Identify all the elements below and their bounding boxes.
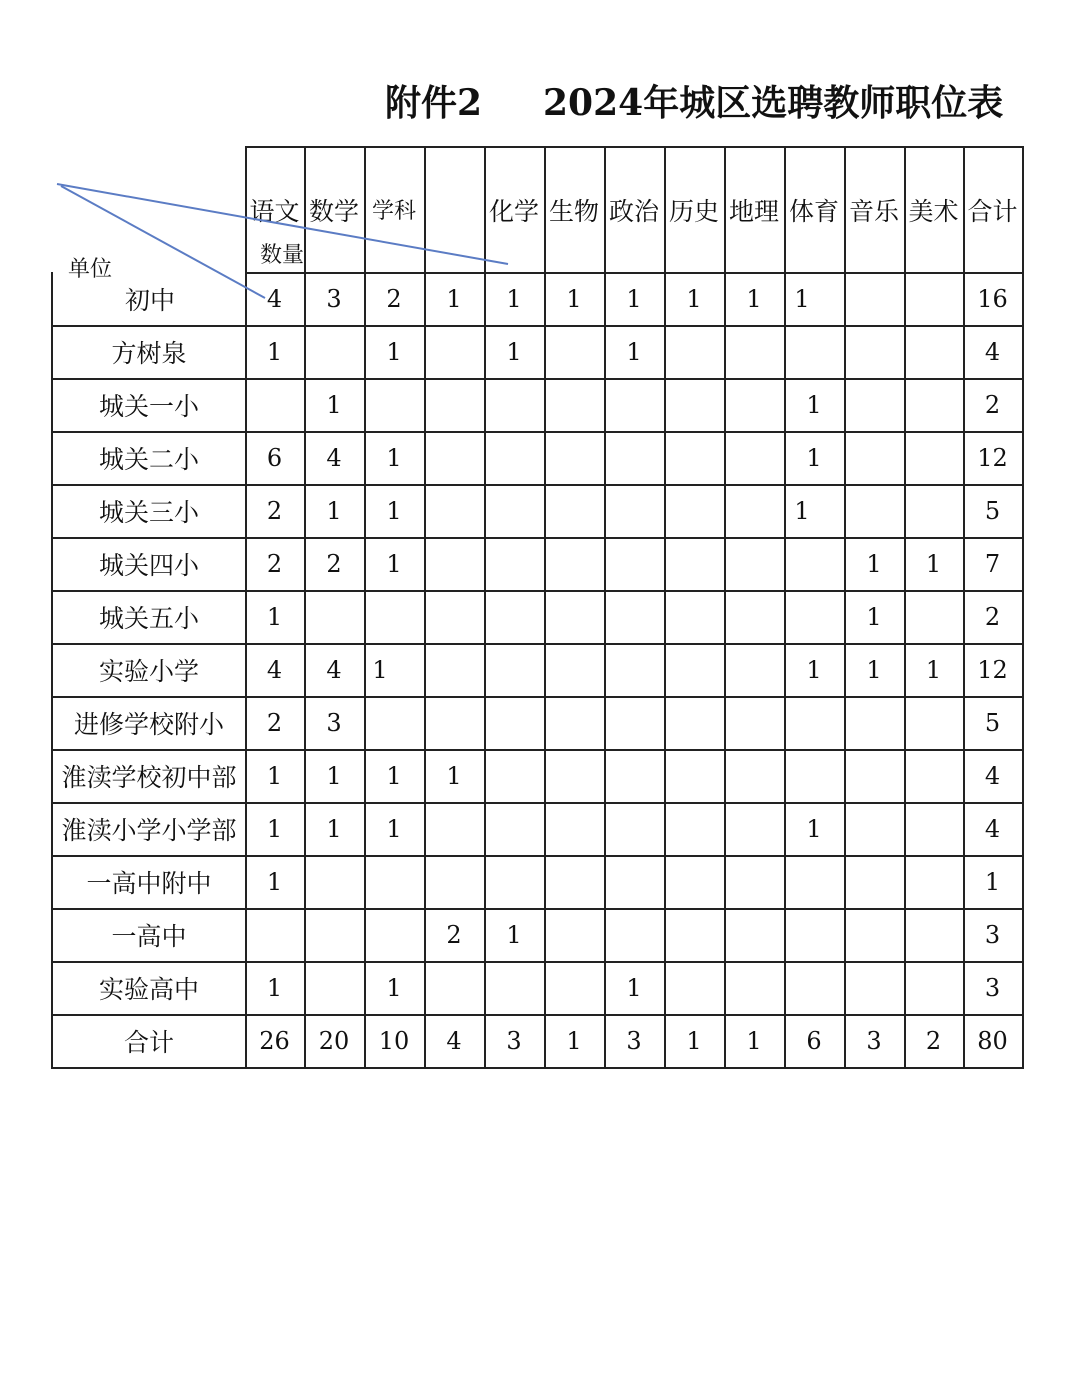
unit-name: 一高中附中	[86, 868, 212, 898]
subject-header: 美术	[908, 197, 959, 226]
total-cell: 10	[378, 1026, 410, 1055]
count-cell: 1	[266, 761, 283, 790]
count-cell: 7	[984, 549, 1001, 578]
count-cell: 12	[977, 655, 1008, 684]
corner-label-subject: 学科	[372, 199, 417, 224]
count-cell: 2	[266, 708, 283, 737]
count-cell: 5	[984, 496, 1001, 525]
count-cell: 1	[686, 284, 702, 313]
total-cell: 26	[259, 1026, 290, 1055]
count-cell: 1	[626, 337, 642, 366]
total-cell: 20	[318, 1026, 350, 1055]
count-cell: 4	[266, 655, 283, 684]
unit-name: 城关五小	[98, 603, 199, 633]
subject-header: 历史	[668, 197, 719, 226]
unit-name: 进修学校附小	[73, 709, 224, 739]
count-cell: 4	[984, 814, 1001, 843]
count-cell: 3	[984, 973, 1001, 1002]
total-cell: 6	[806, 1026, 822, 1055]
count-cell: 2	[984, 602, 1001, 631]
total-cell: 1	[566, 1026, 582, 1055]
total-cell: 3	[626, 1026, 642, 1055]
count-cell: 1	[386, 814, 402, 843]
count-cell: 2	[266, 496, 283, 525]
count-cell: 1	[626, 284, 642, 313]
count-cell: 1	[866, 549, 882, 578]
unit-name: 初中	[124, 285, 175, 315]
unit-name: 方树泉	[111, 338, 187, 368]
total-cell: 1	[746, 1026, 762, 1055]
count-cell: 1	[925, 655, 942, 684]
unit-name: 城关三小	[98, 497, 199, 527]
unit-name: 实验小学	[98, 656, 199, 686]
count-cell: 1	[626, 973, 642, 1002]
count-cell: 1	[326, 496, 342, 525]
unit-name: 淮渎小学小学部	[61, 815, 237, 845]
count-cell: 2	[984, 390, 1001, 419]
subject-header: 生物	[548, 197, 599, 226]
count-cell: 2	[266, 549, 283, 578]
count-cell: 1	[506, 284, 522, 313]
subject-header: 地理	[728, 197, 779, 226]
corner-label-unit: 单位	[68, 257, 113, 282]
count-cell: 1	[806, 814, 822, 843]
count-cell: 1	[266, 867, 283, 896]
total-cell: 1	[686, 1026, 702, 1055]
subject-header: 合计	[967, 197, 1018, 226]
count-cell: 4	[266, 284, 283, 313]
count-cell: 1	[925, 549, 942, 578]
unit-name: 一高中	[111, 921, 187, 951]
count-cell: 1	[386, 761, 402, 790]
subject-header: 数学	[308, 197, 359, 226]
count-cell: 1	[326, 814, 342, 843]
count-cell: 4	[326, 655, 342, 684]
subject-header: 政治	[608, 197, 659, 226]
subject-header: 音乐	[848, 197, 899, 226]
count-cell: 16	[977, 284, 1008, 313]
count-cell: 1	[806, 390, 822, 419]
unit-name: 城关二小	[98, 444, 199, 474]
corner-label-quantity: 数量	[260, 243, 305, 268]
total-cell: 3	[506, 1026, 522, 1055]
count-cell: 1	[446, 284, 462, 313]
count-cell: 5	[984, 708, 1001, 737]
count-cell: 2	[386, 284, 402, 313]
unit-name: 城关四小	[98, 550, 199, 580]
unit-name: 淮渎学校初中部	[61, 762, 237, 792]
total-cell: 2	[925, 1026, 942, 1055]
count-cell: 1	[326, 761, 342, 790]
count-cell: 2	[326, 549, 342, 578]
count-cell: 1	[746, 284, 762, 313]
subject-header: 化学	[488, 197, 539, 226]
count-cell: 1	[326, 390, 342, 419]
count-cell: 1	[984, 867, 1001, 896]
count-cell: 4	[326, 443, 342, 472]
total-cell: 80	[977, 1026, 1008, 1055]
count-cell: 1	[386, 337, 402, 366]
count-cell: 4	[984, 761, 1001, 790]
subject-header: 语文	[249, 197, 300, 226]
count-cell: 1	[372, 655, 388, 684]
total-cell: 3	[866, 1026, 882, 1055]
count-cell: 1	[506, 920, 522, 949]
total-row-label: 合计	[123, 1027, 174, 1057]
count-cell: 1	[806, 655, 822, 684]
count-cell: 2	[446, 920, 462, 949]
total-cell: 4	[446, 1026, 462, 1055]
subject-header: 体育	[788, 197, 839, 226]
count-cell: 1	[266, 973, 283, 1002]
count-cell: 1	[266, 337, 283, 366]
count-cell: 1	[386, 549, 402, 578]
count-cell: 3	[326, 708, 342, 737]
unit-name: 实验高中	[98, 974, 199, 1004]
count-cell: 3	[326, 284, 342, 313]
count-cell: 6	[266, 443, 283, 472]
unit-name: 城关一小	[98, 391, 199, 421]
count-cell: 1	[806, 443, 822, 472]
count-cell: 1	[794, 496, 810, 525]
attachment-label: 附件2	[385, 82, 483, 124]
count-cell: 12	[977, 443, 1008, 472]
count-cell: 1	[866, 655, 882, 684]
count-cell: 4	[984, 337, 1001, 366]
count-cell: 1	[386, 973, 402, 1002]
count-cell: 1	[266, 602, 283, 631]
count-cell: 1	[866, 602, 882, 631]
count-cell: 3	[984, 920, 1001, 949]
count-cell: 1	[566, 284, 582, 313]
count-cell: 1	[506, 337, 522, 366]
count-cell: 1	[266, 814, 283, 843]
count-cell: 1	[794, 284, 810, 313]
count-cell: 1	[446, 761, 462, 790]
count-cell: 1	[386, 443, 402, 472]
count-cell: 1	[386, 496, 402, 525]
document-title: 2024年城区选聘教师职位表	[543, 82, 1004, 124]
diagonal-line-subject	[57, 184, 508, 264]
